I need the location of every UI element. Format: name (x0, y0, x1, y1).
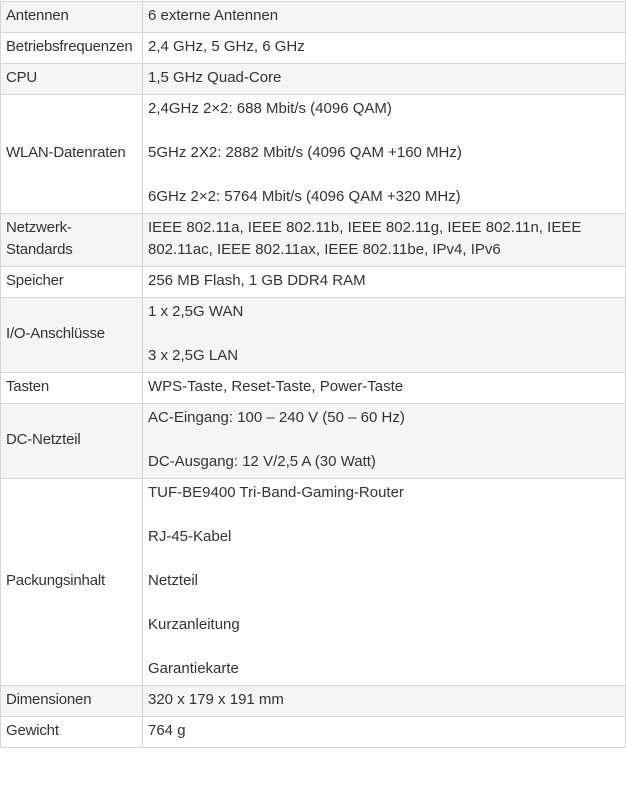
spec-value-line: 6 externe Antennen (148, 7, 279, 24)
spec-value-line: 3 x 2,5G LAN (148, 347, 239, 364)
spec-label: Tasten (1, 373, 143, 404)
spec-value (143, 686, 626, 717)
spec-row (1, 479, 626, 686)
spec-label: Dimensionen (1, 686, 143, 717)
spec-value-line: Kurzanleitung (148, 616, 240, 633)
spec-value (143, 373, 626, 404)
spec-row (1, 214, 626, 267)
spec-value-line: 1,5 GHz Quad-Core (148, 69, 282, 86)
spec-row (1, 64, 626, 95)
spec-value (143, 214, 626, 267)
spec-value-line: TUF-BE9400 Tri-Band-Gaming-Router (148, 484, 404, 501)
spec-value (143, 267, 626, 298)
spec-row (1, 298, 626, 373)
spec-value (143, 298, 626, 373)
spec-row (1, 717, 626, 748)
spec-label: Betriebsfrequenzen (1, 33, 143, 64)
spec-label: WLAN-Datenraten (1, 95, 143, 214)
spec-value-line: DC-Ausgang: 12 V/2,5 A (30 Watt) (148, 453, 376, 470)
spec-value-line: IEEE 802.11a, IEEE 802.11b, IEEE 802.11g, IEEE 802.11n, IEEE 802.11ac, IEEE 802.11ax, IEEE 802.11be, IPv4, IPv6 (148, 219, 582, 258)
spec-value-line: 2,4GHz 2×2: 688 Mbit/s (4096 QAM) (148, 100, 392, 117)
spec-value-line: 256 MB Flash, 1 GB DDR4 RAM (148, 272, 366, 289)
spec-row (1, 33, 626, 64)
spec-value (143, 717, 626, 748)
spec-row (1, 373, 626, 404)
spec-value (143, 95, 626, 214)
spec-value-line: Garantiekarte (148, 660, 239, 677)
spec-label: DC-Netzteil (1, 404, 143, 479)
spec-value-line: RJ-45-Kabel (148, 528, 232, 545)
spec-value (143, 33, 626, 64)
spec-label: Gewicht (1, 717, 143, 748)
spec-table (0, 1, 626, 748)
spec-value-line: WPS-Taste, Reset-Taste, Power-Taste (148, 378, 404, 395)
spec-row (1, 404, 626, 479)
spec-value-line: 320 x 179 x 191 mm (148, 691, 284, 708)
spec-label: Packungsinhalt (1, 479, 143, 686)
spec-value (143, 2, 626, 33)
spec-value-line: 6GHz 2×2: 5764 Mbit/s (4096 QAM +320 MHz) (148, 188, 461, 205)
spec-value-line: 1 x 2,5G WAN (148, 303, 244, 320)
spec-value-line: Netzteil (148, 572, 199, 589)
spec-value (143, 479, 626, 686)
spec-label: Netzwerk-Standards (1, 214, 143, 267)
spec-label: I/O-Anschlüsse (1, 298, 143, 373)
spec-table-body (1, 2, 626, 748)
spec-label: CPU (1, 64, 143, 95)
spec-value-line: AC-Eingang: 100 – 240 V (50 – 60 Hz) (148, 409, 405, 426)
spec-value (143, 64, 626, 95)
spec-row (1, 2, 626, 33)
spec-value (143, 404, 626, 479)
spec-label: Speicher (1, 267, 143, 298)
spec-value-line: 764 g (148, 722, 186, 739)
spec-row (1, 267, 626, 298)
spec-value-line: 2,4 GHz, 5 GHz, 6 GHz (148, 38, 305, 55)
spec-row (1, 686, 626, 717)
spec-value-line: 5GHz 2X2: 2882 Mbit/s (4096 QAM +160 MHz) (148, 144, 462, 161)
spec-label: Antennen (1, 2, 143, 33)
spec-row (1, 95, 626, 214)
